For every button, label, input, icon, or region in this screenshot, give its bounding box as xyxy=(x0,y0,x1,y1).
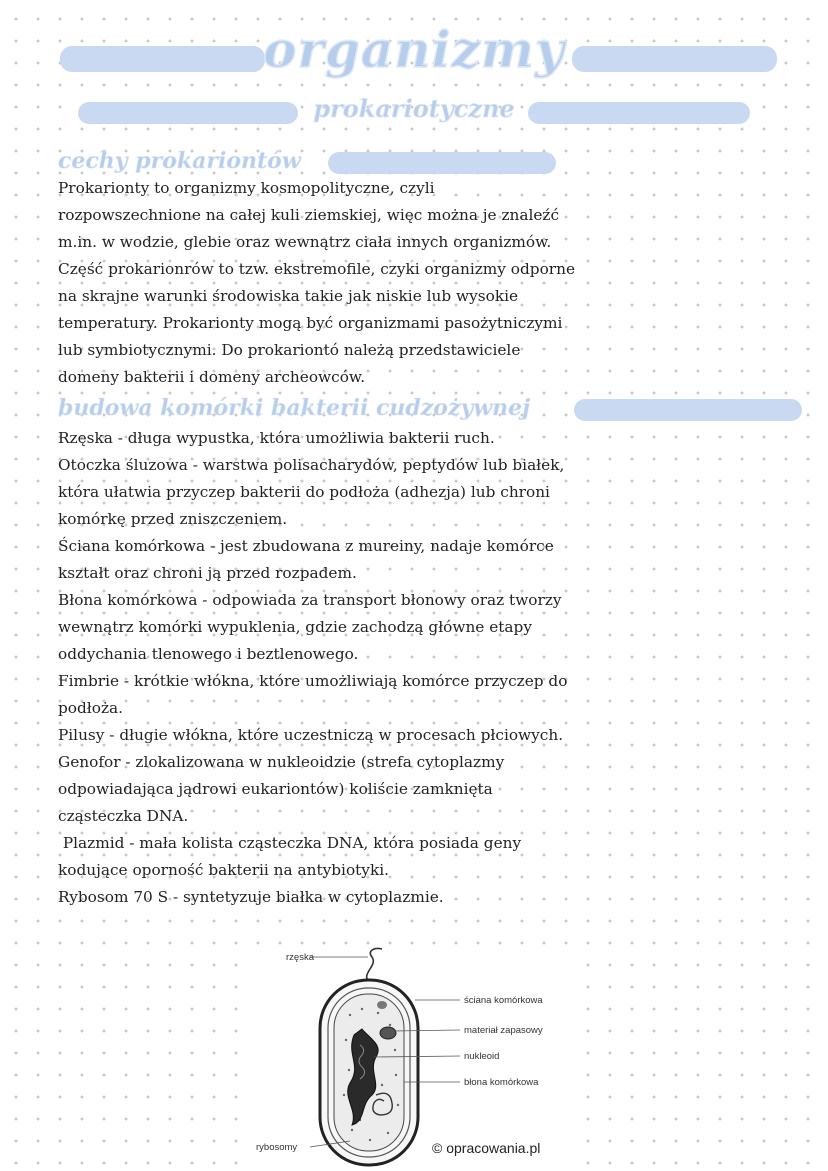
label-nucleoid: nukleoid xyxy=(464,1051,500,1062)
label-cell-wall: ściana komórkowa xyxy=(464,995,543,1006)
text-line: wewnątrz komórki wypuklenia, gdzie zachodzą główne etapy xyxy=(58,618,532,636)
storage-granule xyxy=(380,1027,396,1039)
text-line: Prokarionty to organizmy kosmopolityczne, czyli xyxy=(58,179,435,197)
text-line: lub symbiotycznymi. Do prokariontó należą przedstawiciele xyxy=(58,341,521,359)
section-text-structure xyxy=(58,425,803,911)
section-heading-features: cechy prokariontów xyxy=(58,148,301,174)
text-line: Fimbrie - krótkie włókna, które umożliwiają komórce przyczep do xyxy=(58,672,568,690)
heading2-pill xyxy=(574,399,802,421)
section-heading-structure: budowa komórki bakterii cudzożywnej xyxy=(58,395,531,421)
storage-granule xyxy=(377,1001,387,1009)
section-text-features xyxy=(58,175,803,391)
text-line: cząsteczka DNA. xyxy=(58,807,189,825)
text-line: Otoczka śluzowa - warstwa polisacharydów, peptydów lub białek, xyxy=(58,456,565,474)
label-storage: materiał zapasowy xyxy=(464,1025,543,1036)
text-line: Rybosom 70 S - syntetyzuje białka w cytoplazmie. xyxy=(58,888,444,906)
text-line: Rzęska - długa wypustka, która umożliwia bakterii ruch. xyxy=(58,429,495,447)
copyright-note: © opracowania.pl xyxy=(432,1140,541,1156)
text-line: Pilusy - długie włókna, które uczestniczą w procesach płciowych. xyxy=(58,726,564,744)
text-line: odpowiadająca jądrowi eukariontów) koliście zamknięta xyxy=(58,780,493,798)
text-line: domeny bakterii i domeny archeowców. xyxy=(58,368,366,386)
text-line: rozpowszechnione na całej kuli ziemskiej, więc można je znaleźć xyxy=(58,206,560,224)
page-title: organizmy xyxy=(263,20,565,79)
text-line: Ściana komórkowa - jest zbudowana z mureiny, nadaje komórce xyxy=(58,537,554,555)
label-ribosomes: rybosomy xyxy=(256,1142,298,1153)
text-line: komórkę przed zniszczeniem. xyxy=(58,510,288,528)
text-line: Część prokarionrów to tzw. ekstremofile, czyki organizmy odporne xyxy=(58,260,576,278)
text-line: podłoża. xyxy=(58,699,124,717)
text-line: Genofor - zlokalizowana w nukleoidzie (strefa cytoplazmy xyxy=(58,753,505,771)
text-line: oddychania tlenowego i beztlenowego. xyxy=(58,645,359,663)
text-line: na skrajne warunki środowiska takie jak niskie lub wysokie xyxy=(58,287,519,305)
heading1-pill xyxy=(328,152,556,174)
text-line: kodujące oporność bakterii na antybiotyki. xyxy=(58,861,389,879)
text-line: Błona komórkowa - odpowiada za transport błonowy oraz tworzy xyxy=(58,591,562,609)
text-line: m.in. w wodzie, glebie oraz wewnątrz ciała innych organizmów. xyxy=(58,233,552,251)
text-line: kształt oraz chroni ją przed rozpadem. xyxy=(58,564,357,582)
text-line: temperatury. Prokarionty mogą być organizmami pasożytniczymi xyxy=(58,314,563,332)
bacterium-diagram xyxy=(250,945,580,1169)
label-flagellum: rzęska xyxy=(286,952,314,963)
text-line: Plazmid - mała kolista cząsteczka DNA, która posiada geny xyxy=(58,834,522,852)
text-line: która ułatwia przyczep bakterii do podłoża (adhezja) lub chroni xyxy=(58,483,550,501)
label-membrane: błona komórkowa xyxy=(464,1077,539,1088)
page-subtitle: prokariotyczne xyxy=(313,94,515,123)
